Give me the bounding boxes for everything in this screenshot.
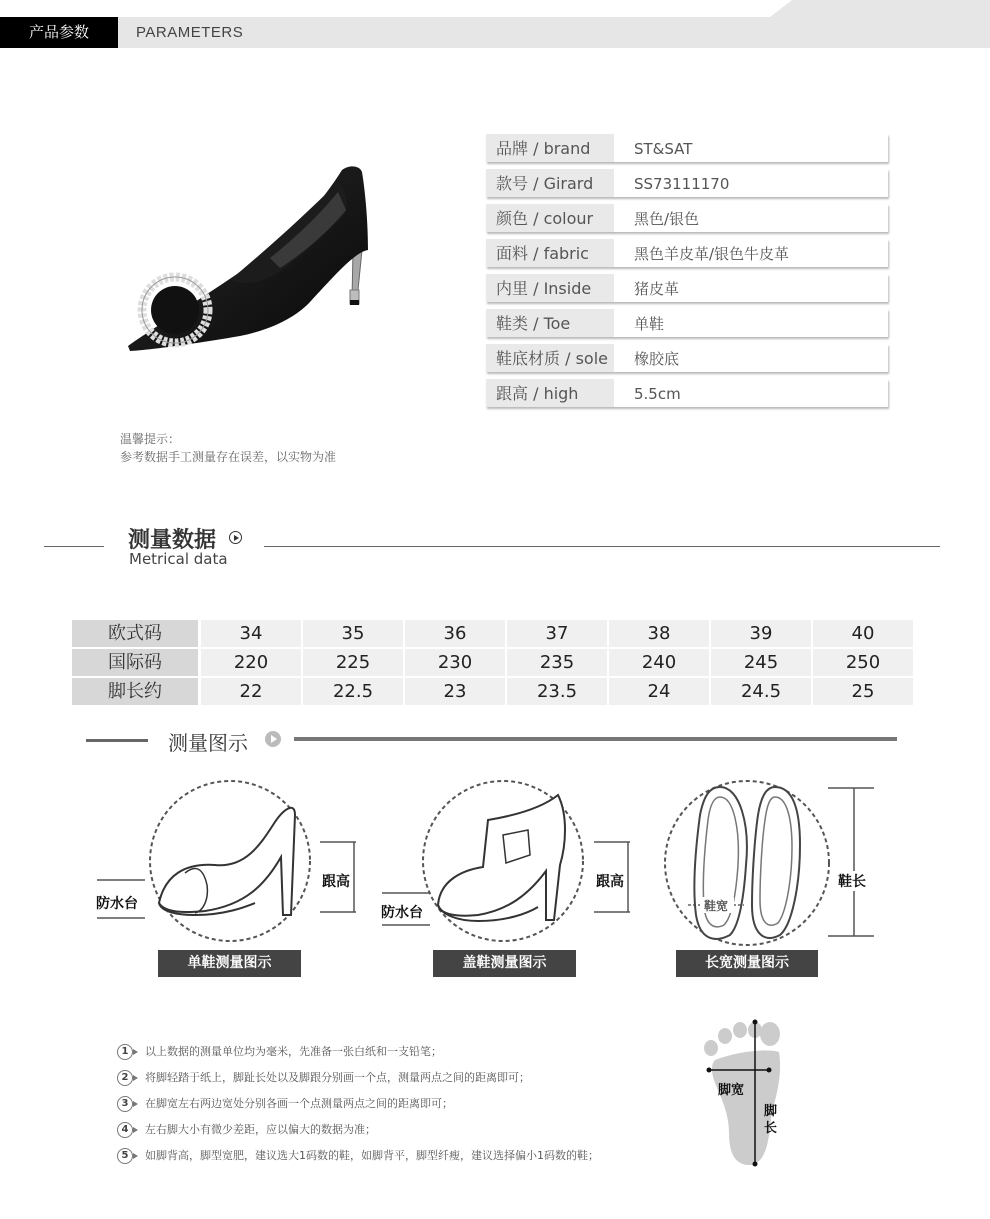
note-text: 左右脚大小有微少差距，应以偏大的数据为准； bbox=[145, 1123, 376, 1136]
platform-label: 防水台 bbox=[381, 905, 423, 921]
param-label: 鞋类 / Toe bbox=[486, 309, 614, 337]
size-cell: 24 bbox=[609, 678, 709, 705]
divider-line bbox=[294, 737, 897, 741]
size-cell: 40 bbox=[813, 620, 913, 647]
diagrams-title: 测量图示 bbox=[168, 731, 248, 755]
metrical-subtitle: Metrical data bbox=[129, 550, 228, 568]
size-cell: 240 bbox=[609, 649, 709, 676]
size-cell: 22.5 bbox=[303, 678, 403, 705]
shoe-length-bracket bbox=[826, 786, 876, 938]
size-cell: 25 bbox=[813, 678, 913, 705]
size-cell: 220 bbox=[201, 649, 301, 676]
note-number: 4 bbox=[117, 1122, 133, 1138]
size-cell: 23 bbox=[405, 678, 505, 705]
size-cell: 35 bbox=[303, 620, 403, 647]
param-row-brand bbox=[486, 134, 888, 162]
pump-measure-diagram bbox=[145, 775, 315, 950]
arrow-circle-icon bbox=[229, 531, 242, 544]
heel-height-label: 跟高 bbox=[596, 874, 624, 890]
note-item bbox=[117, 1095, 599, 1121]
bootie-diagram-caption: 盖鞋测量图示 bbox=[433, 950, 576, 977]
param-value: 橡胶底 bbox=[634, 350, 680, 368]
note-number: 5 bbox=[117, 1148, 133, 1164]
length-width-diagram bbox=[660, 775, 835, 950]
param-label: 鞋底材质 / sole bbox=[486, 344, 614, 372]
note-item bbox=[117, 1121, 599, 1147]
size-row-intl bbox=[72, 649, 915, 676]
foot-measure-diagram bbox=[695, 1018, 795, 1168]
size-cell: 230 bbox=[405, 649, 505, 676]
metrical-title: 测量数据 bbox=[128, 528, 217, 553]
param-row-colour bbox=[486, 204, 888, 232]
param-row-model bbox=[486, 169, 888, 197]
size-row-eu bbox=[72, 620, 915, 647]
param-label: 品牌 / brand bbox=[486, 134, 614, 162]
pump-diagram-caption: 单鞋测量图示 bbox=[158, 950, 301, 977]
size-cell: 38 bbox=[609, 620, 709, 647]
bootie-measure-diagram bbox=[418, 775, 588, 950]
size-row-header: 国际码 bbox=[72, 649, 198, 676]
size-cell: 225 bbox=[303, 649, 403, 676]
heel-height-label: 跟高 bbox=[322, 874, 350, 890]
shoe-width-label: 鞋宽 bbox=[704, 899, 729, 913]
param-value: 猪皮革 bbox=[634, 280, 680, 298]
note-text: 在脚宽左右两边宽处分别各画一个点测量两点之间的距离即可； bbox=[145, 1097, 453, 1110]
param-value: ST&SAT bbox=[634, 140, 693, 158]
note-number: 2 bbox=[117, 1070, 133, 1086]
param-label: 颜色 / colour bbox=[486, 204, 614, 232]
param-row-fabric bbox=[486, 239, 888, 267]
note-item bbox=[117, 1069, 599, 1095]
param-value: 黑色/银色 bbox=[634, 210, 700, 228]
divider-line bbox=[264, 546, 940, 547]
length-width-diagram-caption: 长宽测量图示 bbox=[676, 950, 818, 977]
size-table bbox=[72, 620, 915, 707]
foot-width-label: 脚宽 bbox=[718, 1083, 745, 1098]
size-cell: 245 bbox=[711, 649, 811, 676]
note-item bbox=[117, 1147, 599, 1173]
divider-line bbox=[44, 546, 104, 547]
note-text: 以上数据的测量单位均为毫米，先准备一张白纸和一支铅笔； bbox=[145, 1045, 442, 1058]
size-cell: 34 bbox=[201, 620, 301, 647]
param-row-inside bbox=[486, 274, 888, 302]
header-title-cn: 产品参数 bbox=[0, 17, 118, 48]
size-cell: 22 bbox=[201, 678, 301, 705]
param-label: 面料 / fabric bbox=[486, 239, 614, 267]
note-text: 将脚轻踏于纸上，脚趾长处以及脚跟分别画一个点，测量两点之间的距离即可； bbox=[145, 1071, 530, 1084]
tip-body: 参考数据手工测量存在误差，以实物为准 bbox=[120, 450, 337, 464]
divider-line bbox=[86, 739, 148, 742]
header-title-en: PARAMETERS bbox=[136, 24, 244, 41]
size-row-foot-length bbox=[72, 678, 915, 705]
param-value: 5.5cm bbox=[634, 385, 681, 403]
param-value: 黑色羊皮革/银色牛皮革 bbox=[634, 245, 790, 263]
foot-length-label: 脚长 bbox=[764, 1104, 778, 1136]
note-number: 1 bbox=[117, 1044, 133, 1060]
param-row-toe bbox=[486, 309, 888, 337]
size-row-header: 欧式码 bbox=[72, 620, 198, 647]
tip-title: 温馨提示： bbox=[120, 432, 181, 446]
size-cell: 39 bbox=[711, 620, 811, 647]
param-row-heel-height bbox=[486, 379, 888, 407]
note-number: 3 bbox=[117, 1096, 133, 1112]
arrow-circle-icon bbox=[265, 731, 281, 747]
param-value: SS73111170 bbox=[634, 175, 730, 193]
size-cell: 235 bbox=[507, 649, 607, 676]
size-cell: 23.5 bbox=[507, 678, 607, 705]
size-cell: 24.5 bbox=[711, 678, 811, 705]
params-table bbox=[486, 134, 888, 414]
note-item bbox=[117, 1043, 599, 1069]
shoe-photo bbox=[110, 150, 390, 370]
param-label: 内里 / Inside bbox=[486, 274, 614, 302]
size-cell: 37 bbox=[507, 620, 607, 647]
measure-notes bbox=[117, 1043, 599, 1173]
size-cell: 250 bbox=[813, 649, 913, 676]
size-row-header: 脚长约 bbox=[72, 678, 198, 705]
param-label: 款号 / Girard bbox=[486, 169, 614, 197]
platform-label: 防水台 bbox=[96, 896, 138, 912]
param-row-sole bbox=[486, 344, 888, 372]
param-label: 跟高 / high bbox=[486, 379, 614, 407]
header-tab-shape bbox=[770, 0, 990, 17]
note-text: 如脚背高，脚型宽肥，建议选大1码数的鞋，如脚背平，脚型纤瘦，建议选择偏小1码数的鞋； bbox=[145, 1149, 599, 1162]
param-value: 单鞋 bbox=[634, 315, 665, 333]
shoe-length-label: 鞋长 bbox=[838, 871, 866, 891]
size-cell: 36 bbox=[405, 620, 505, 647]
